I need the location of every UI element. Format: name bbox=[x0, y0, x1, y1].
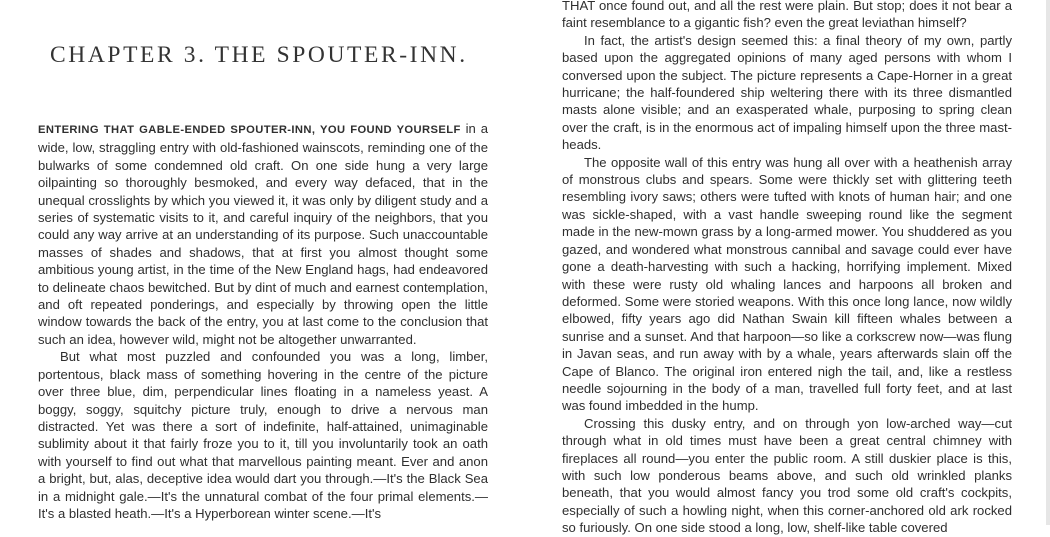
paragraph: In fact, the artist's design seemed this: a final theory of my own, partly based upon the aggregated opinions of many aged persons with whom I conversed upon the subject. The picture represents a Cape-Horner in a great hurricane; the half-foundered ship weltering there with its three dismantled masts alone visible; and an exasperated whale, purposing to spring clean over the craft, is in the enormous act of impaling himself upon the three mast-heads. bbox=[562, 32, 1012, 153]
paragraph: But what most puzzled and confounded you was a long, limber, portentous, black mass of something hovering in the centre of the picture over three blue, dim, perpendicular lines floating in a nameless yeast. A boggy, soggy, squitchy picture truly, enough to drive a nervous man distracted. Yet was there a sort of indefinite, half-attained, unimaginable sublimity about it that fairly froze you to it, till you involuntarily took an oath with yourself to find out what that marvellous painting meant. Ever and anon a bright, but, alas, deceptive idea would dart you through.—It's the Black Sea in a midnight gale.—It's the unnatural combat of the four primal elements.—It's a blasted heath.—It's a Hyperborean winter scene.—It's bbox=[38, 349, 488, 521]
paragraph-continued: THAT once found out, and all the rest were plain. But stop; does it not bear a faint resemblance to a gigantic fish? even the great leviathan himself? bbox=[562, 0, 1012, 31]
page-edge-divider bbox=[1046, 0, 1050, 525]
left-column bbox=[38, 0, 488, 525]
right-column bbox=[562, 0, 1012, 536]
paragraph: The opposite wall of this entry was hung all over with a heathenish array of monstrous clubs and spears. Some were thickly set with glittering teeth resembling ivory saws; others were tufted with knots of human hair; and one was sickle-shaped, with a vast handle sweeping round like the segment made in the new-mown grass by a long-armed mower. You shuddered as you gazed, and wondered what monstrous cannibal and savage could ever have gone a death-harvesting with such a hacking, horrifying implement. Mixed with these were rusty old whaling lances and harpoons all broken and deformed. Some were storied weapons. With this once long lance, now wildly elbowed, fifty years ago did Nathan Swain kill fifteen whales between a sunrise and a sunset. And that harpoon—so like a corkscrew now—was flung in Javan seas, and run away with by a whale, years afterwards slain off the Cape of Blanco. The original iron entered nigh the tail, and, like a restless needle sojourning in the body of a man, travelled full forty feet, and at last was found imbedded in the hump. bbox=[562, 154, 1012, 414]
paragraph: Crossing this dusky entry, and on through yon low-arched way—cut through what in old times must have been a great central chimney with fireplaces all round—you enter the public room. A still duskier place is this, with such low ponderous beams above, and such old wrinkled planks beneath, that you would almost fancy you trod some old craft's cockpits, especially of such a howling night, when this corner-anchored old ark rocked so furiously. On one side stood a long, low, shelf-like table covered bbox=[562, 415, 1012, 536]
left-column-text bbox=[38, 120, 488, 522]
paragraph-opening bbox=[38, 120, 488, 348]
chapter-title: CHAPTER 3. THE SPOUTER-INN. bbox=[50, 42, 468, 68]
right-column-text bbox=[562, 0, 1012, 537]
paragraph-text: in a wide, low, straggling entry with old-fashioned wainscots, reminding one of the bulwarks of some condemned old craft. On one side hung a very large oilpainting so thoroughly besmoked, and every way defaced, that in the unequal crosslights by which you viewed it, it was only by diligent study and a series of systematic visits to it, and careful inquiry of the neighbors, that you could any way arrive at an understanding of its purpose. Such unaccountable masses of shades and shadows, that at first you almost thought some ambitious young artist, in the time of the New England hags, had endeavored to delineate chaos bewitched. But by dint of much and earnest contemplation, and oft repeated ponderings, and especially by throwing open the little window towards the back of the entry, you at last come to the conclusion that such an idea, however wild, might not be altogether unwarranted. bbox=[38, 121, 488, 347]
chapter-lead-in: ENTERING THAT GABLE-ENDED SPOUTER-INN, YOU FOUND YOURSELF bbox=[38, 124, 461, 136]
